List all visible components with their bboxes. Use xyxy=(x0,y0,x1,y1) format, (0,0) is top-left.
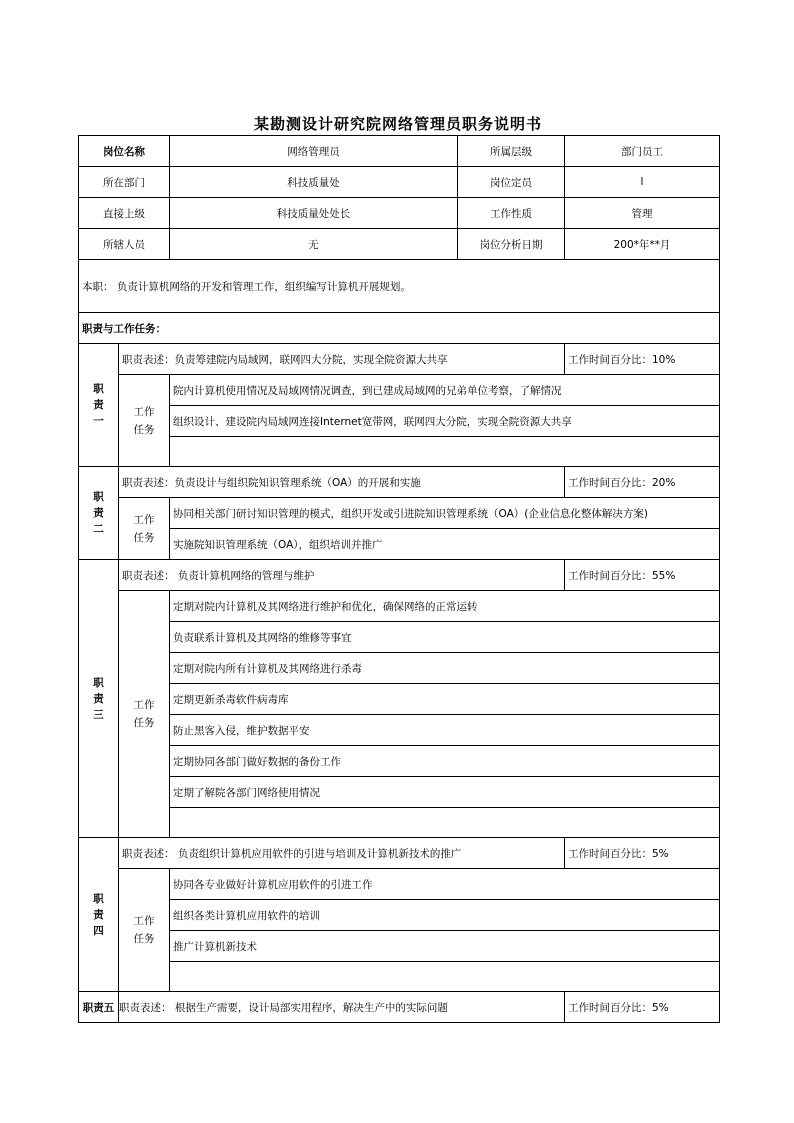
info-label: 所在部门 xyxy=(79,167,170,198)
duty-task-row xyxy=(79,869,720,900)
duty-task-row xyxy=(79,962,720,992)
duty-task-row xyxy=(79,653,720,684)
duty-task-row xyxy=(79,622,720,653)
info-value: 无 xyxy=(170,229,458,260)
task-item: 协同各专业做好计算机应用软件的引进工作 xyxy=(170,869,720,900)
duty-description: 职责表述： 根据生产需要，设计局部实用程序，解决生产中的实际问题 xyxy=(119,992,565,1023)
duty-task-row xyxy=(79,746,720,777)
task-item: 推广计算机新技术 xyxy=(170,931,720,962)
task-item: 防止黑客入侵，维护数据平安 xyxy=(170,715,720,746)
info-label: 工作性质 xyxy=(458,198,565,229)
info-value: l xyxy=(565,167,720,198)
info-row xyxy=(79,198,720,229)
task-item: 组织设计、建设院内局域网连接Internet宽带网，联网四大分院，实现全院资源大共享 xyxy=(170,406,720,437)
duties-heading-row xyxy=(79,313,720,344)
info-value: 科技质量处 xyxy=(170,167,458,198)
duty-task-row xyxy=(79,900,720,931)
task-item xyxy=(170,437,720,467)
duty-five-row xyxy=(79,992,720,1023)
task-item: 协同相关部门研讨知识管理的模式，组织开发或引进院知识管理系统（OA）(企业信息化整体解决方案) xyxy=(170,498,720,529)
duty-task-row xyxy=(79,406,720,437)
duty-task-row xyxy=(79,777,720,808)
duty-time-percent: 工作时间百分比：10% xyxy=(565,344,720,375)
job-description-table xyxy=(78,135,720,1023)
duties-heading: 职责与工作任务： xyxy=(79,313,720,344)
duty-header-row xyxy=(79,838,720,869)
work-task-label: 工作 任务 xyxy=(119,869,170,992)
task-item: 定期协同各部门做好数据的备份工作 xyxy=(170,746,720,777)
info-value: 管理 xyxy=(565,198,720,229)
duty-label: 职 责 三 xyxy=(79,560,119,838)
task-item xyxy=(170,808,720,838)
duty-time-percent: 工作时间百分比：55% xyxy=(565,560,720,591)
info-label: 所辖人员 xyxy=(79,229,170,260)
info-row xyxy=(79,229,720,260)
duty-description: 职责表述： 负责组织计算机应用软件的引进与培训及计算机新技术的推广 xyxy=(119,838,565,869)
duty-label: 职 责 二 xyxy=(79,467,119,560)
work-task-label: 工作 任务 xyxy=(119,591,170,838)
info-label: 岗位分析日期 xyxy=(458,229,565,260)
duty-task-row xyxy=(79,715,720,746)
work-task-label: 工作 任务 xyxy=(119,498,170,560)
duty-task-row xyxy=(79,529,720,560)
info-label: 岗位定员 xyxy=(458,167,565,198)
duty-label: 职 责 四 xyxy=(79,838,119,992)
duty-time-percent: 工作时间百分比：5% xyxy=(565,992,720,1023)
task-item: 定期对院内所有计算机及其网络进行杀毒 xyxy=(170,653,720,684)
duty-task-row xyxy=(79,498,720,529)
duty-label: 职 责 一 xyxy=(79,344,119,467)
job-summary: 本职： 负责计算机网络的开发和管理工作，组织编写计算机开展规划。 xyxy=(79,260,720,313)
task-item: 实施院知识管理系统（OA），组织培训并推广 xyxy=(170,529,720,560)
task-item: 负责联系计算机及其网络的维修等事宜 xyxy=(170,622,720,653)
task-item: 组织各类计算机应用软件的培训 xyxy=(170,900,720,931)
duty-task-row xyxy=(79,931,720,962)
duty-header-row xyxy=(79,560,720,591)
duty-header-row xyxy=(79,344,720,375)
info-value: 科技质量处处长 xyxy=(170,198,458,229)
task-item: 院内计算机使用情况及局域网情况调查，到已建成局域网的兄弟单位考察，了解情况 xyxy=(170,375,720,406)
duty-task-row xyxy=(79,437,720,467)
info-label: 直接上级 xyxy=(79,198,170,229)
work-task-label: 工作 任务 xyxy=(119,375,170,467)
summary-row xyxy=(79,260,720,313)
info-value: 200*年**月 xyxy=(565,229,720,260)
info-label: 岗位名称 xyxy=(79,136,170,167)
duty-task-row xyxy=(79,808,720,838)
task-item: 定期了解院各部门网络使用情况 xyxy=(170,777,720,808)
info-value: 部门员工 xyxy=(565,136,720,167)
duty-description: 职责表述： 负责计算机网络的管理与维护 xyxy=(119,560,565,591)
info-row xyxy=(79,136,720,167)
duty-description: 职责表述：负责设计与组织院知识管理系统（OA）的开展和实施 xyxy=(119,467,565,498)
document-title: 某勘测设计研究院网络管理员职务说明书 xyxy=(253,115,542,133)
duty-description: 职责表述：负责筹建院内局域网，联网四大分院，实现全院资源大共享 xyxy=(119,344,565,375)
info-value: 网络管理员 xyxy=(170,136,458,167)
task-item: 定期对院内计算机及其网络进行维护和优化，确保网络的正常运转 xyxy=(170,591,720,622)
duty-header-row xyxy=(79,467,720,498)
duty-time-percent: 工作时间百分比：20% xyxy=(565,467,720,498)
duty-label: 职责五 xyxy=(79,992,119,1023)
duty-task-row xyxy=(79,375,720,406)
info-label: 所属层级 xyxy=(458,136,565,167)
info-row xyxy=(79,167,720,198)
duty-task-row xyxy=(79,591,720,622)
task-item xyxy=(170,962,720,992)
task-item: 定期更新杀毒软件病毒库 xyxy=(170,684,720,715)
duty-time-percent: 工作时间百分比：5% xyxy=(565,838,720,869)
duty-task-row xyxy=(79,684,720,715)
